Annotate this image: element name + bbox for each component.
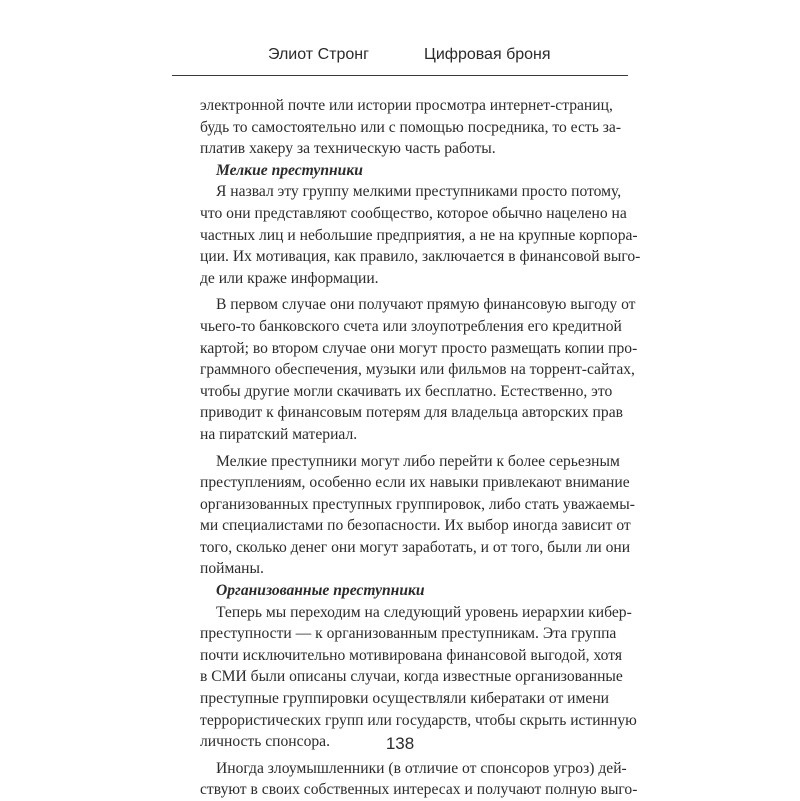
text-line: Теперь мы переходим на следующий уровень иерархии кибер- <box>216 603 632 621</box>
text-line: электронной почте или истории просмотра интернет-страниц, <box>200 97 613 114</box>
paragraph <box>200 451 635 581</box>
running-head-book-title: Цифровая броня <box>424 46 551 63</box>
paragraph <box>200 294 638 445</box>
page-number: 138 <box>385 734 415 753</box>
text-line: преступные группировки осуществляли кибератаки от имени <box>200 690 610 708</box>
text-line: что они представляют сообщество, которое обычно нацелено на <box>200 204 627 222</box>
text-line: пойманы. <box>200 560 264 578</box>
text-line: чтобы другие могли скачивать их бесплатно. Естественно, это <box>200 382 613 400</box>
text-line: частных лиц и небольшие предприятия, а не на крупные корпора- <box>200 226 638 244</box>
text-line: картой; во втором случае они могут просто размещать копии про- <box>200 339 638 357</box>
page-body <box>200 95 641 801</box>
running-head <box>172 46 628 74</box>
paragraph <box>200 602 637 753</box>
text-line: Иногда злоумышленники (в отличие от спонсоров угроз) дей- <box>216 759 627 777</box>
paragraph <box>200 758 638 801</box>
text-line: Я назвал эту группу мелкими преступниками просто потому, <box>216 183 622 201</box>
text-line: будь то самостоятельно или с помощью посредника, то есть за- <box>200 118 622 136</box>
text-line: ствуют в своих собственных интересах и получают полную выго- <box>200 781 638 799</box>
text-line: Мелкие преступники могут либо перейти к более серьезным <box>216 452 620 470</box>
header-rule <box>172 75 628 76</box>
text-line: де или краже информации. <box>200 269 379 287</box>
text-line: того, сколько денег они могут заработать, и от того, были ли они <box>200 538 631 556</box>
text-line: платив хакеру за техническую часть работы. <box>200 140 496 158</box>
text-line: ции. Их мотивация, как правило, заключается в финансовой выго- <box>200 248 641 266</box>
text-line: ми специалистами по безопасности. Их выбор иногда зависит от <box>200 517 631 535</box>
text-line: в СМИ были описаны случаи, когда известные организованные <box>200 668 623 686</box>
text-line: В первом случае они получают прямую финансовую выгоду от <box>216 296 636 314</box>
paragraph <box>200 95 622 160</box>
text-line: преступлениям, особенно если их навыки привлекают внимание <box>200 474 630 492</box>
text-line: личность спонсора. <box>200 733 330 751</box>
paragraph <box>200 181 641 289</box>
text-line: приводит к финансовым потерям для владельца авторских прав <box>200 404 623 422</box>
text-line: граммного обеспечения, музыки или фильмов на торрент-сайтах, <box>200 361 635 379</box>
section-heading: Организованные преступники <box>216 582 425 600</box>
text-line: организованных преступных группировок, либо стать уважаемы- <box>200 495 635 513</box>
text-line: чьего-то банковского счета или злоупотребления его кредитной <box>200 317 622 335</box>
text-line: террористических групп или государств, чтобы скрыть истинную <box>200 711 637 729</box>
text-line: на пиратский материал. <box>200 425 358 443</box>
section-heading: Мелкие преступники <box>216 161 363 179</box>
text-line: почти исключительно мотивирована финансовой выгодой, хотя <box>200 646 623 664</box>
running-head-author: Элиот Стронг <box>268 46 369 63</box>
text-line: преступности — к организованным преступникам. Эта группа <box>200 625 617 643</box>
